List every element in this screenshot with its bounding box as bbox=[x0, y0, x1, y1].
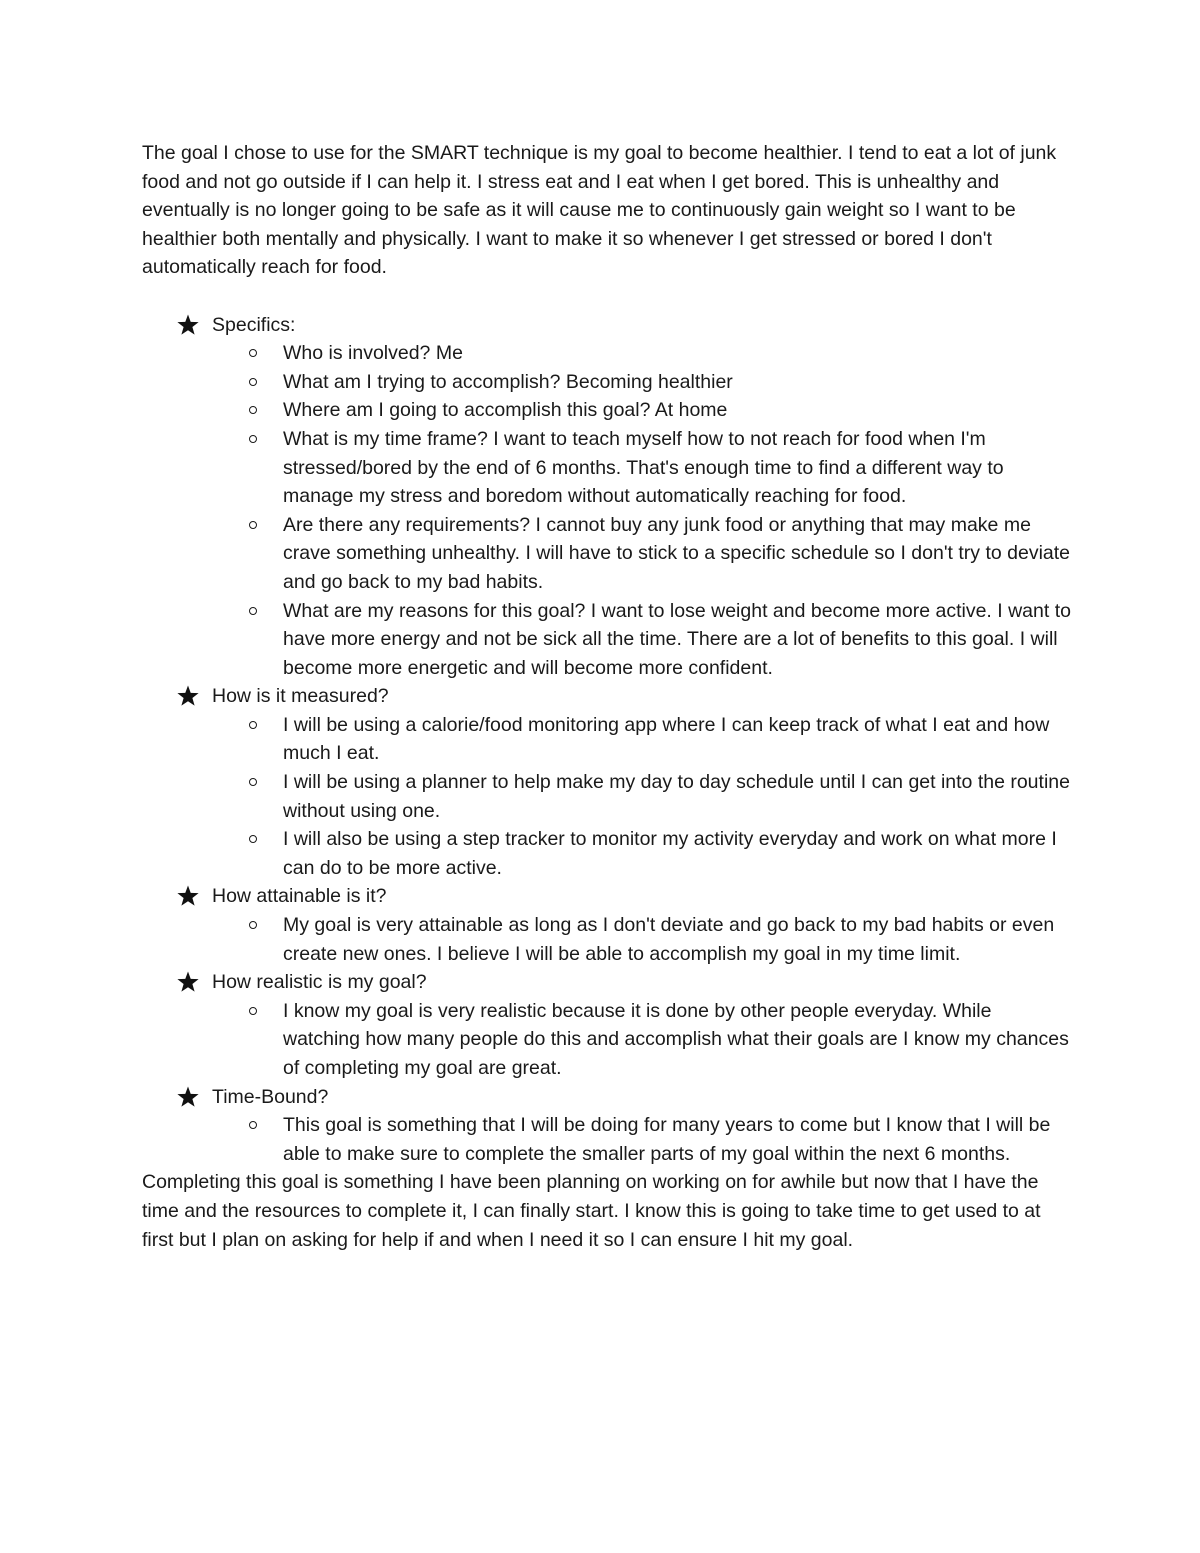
circle-bullet-icon bbox=[249, 1007, 257, 1015]
document-page bbox=[142, 139, 1072, 1254]
section-heading: How realistic is my goal? bbox=[212, 971, 427, 994]
sub-list bbox=[212, 711, 1072, 883]
smart-criteria-list bbox=[142, 311, 1072, 1169]
list-item-text: I will be using a planner to help make my day to day schedule until I can get into the routine without using one. bbox=[283, 771, 1070, 822]
list-item-text: My goal is very attainable as long as I don't deviate and go back to my bad habits or even create new ones. I believe I will be able to accomplish my goal in my time limit. bbox=[283, 914, 1055, 965]
section-realistic bbox=[142, 968, 1072, 1082]
sub-list bbox=[212, 911, 1072, 968]
sub-list bbox=[212, 997, 1072, 1083]
star-bullet-icon bbox=[176, 684, 200, 708]
list-item-text: Where am I going to accomplish this goal? At home bbox=[283, 399, 728, 422]
list-item bbox=[212, 425, 1072, 511]
list-item bbox=[212, 911, 1072, 968]
list-item-text: I know my goal is very realistic because it is done by other people everyday. While watching how many people do this and accomplish what their goals are I know my chances of completing my goal are great. bbox=[283, 999, 1069, 1079]
list-item-text: I will be using a calorie/food monitoring app where I can keep track of what I eat and how much I eat. bbox=[283, 713, 1050, 765]
list-item bbox=[212, 396, 1072, 425]
list-item bbox=[212, 768, 1072, 825]
list-item-text: What is my time frame? I want to teach myself how to not reach for food when I'm stressed/bored by the end of 6 months. That's enough time to find a different way to manage my stress and boredom without automatically reaching for food. bbox=[283, 427, 1004, 508]
section-heading: Time-Bound? bbox=[212, 1085, 329, 1108]
list-item-text: Are there any requirements? I cannot buy any junk food or anything that may make me crave something unhealthy. I will have to stick to a specific schedule so I don't try to deviate and go back to my bad habits. bbox=[283, 513, 1071, 593]
section-specifics bbox=[142, 311, 1072, 683]
circle-bullet-icon bbox=[249, 921, 257, 929]
star-bullet-icon bbox=[176, 1085, 200, 1109]
circle-bullet-icon bbox=[249, 378, 257, 386]
conclusion-paragraph: Completing this goal is something I have been planning on working on for awhile but now that I have the time and the resources to complete it, I can finally start. I know this is going to take time to get used to at first but I plan on asking for help if and when I need it so I can ensure I hit my goal. bbox=[142, 1171, 1041, 1251]
sub-list bbox=[212, 339, 1072, 682]
list-item bbox=[212, 368, 1072, 397]
section-heading: How is it measured? bbox=[212, 685, 389, 708]
list-item bbox=[212, 825, 1072, 882]
list-item-text: What are my reasons for this goal? I want to lose weight and become more active. I want to have more energy and not be sick all the time. There are a lot of benefits to this goal. I will become more energetic and will become more confident. bbox=[283, 599, 1071, 679]
section-time-bound bbox=[142, 1083, 1072, 1169]
sub-list bbox=[212, 1111, 1072, 1168]
section-heading: How attainable is it? bbox=[212, 885, 387, 908]
list-item bbox=[212, 511, 1072, 597]
list-item-text: I will also be using a step tracker to monitor my activity everyday and work on what more I can do to be more active. bbox=[283, 828, 1057, 879]
list-item-text: This goal is something that I will be doing for many years to come but I know that I will be able to make sure to complete the smaller parts of my goal within the next 6 months. bbox=[283, 1114, 1051, 1165]
circle-bullet-icon bbox=[249, 521, 257, 529]
star-bullet-icon bbox=[176, 970, 200, 994]
section-attainable bbox=[142, 882, 1072, 968]
list-item bbox=[212, 711, 1072, 768]
circle-bullet-icon bbox=[249, 835, 257, 843]
circle-bullet-icon bbox=[249, 349, 257, 357]
circle-bullet-icon bbox=[249, 721, 257, 729]
list-item bbox=[212, 597, 1072, 683]
list-item bbox=[212, 339, 1072, 368]
list-item bbox=[212, 1111, 1072, 1168]
star-bullet-icon bbox=[176, 313, 200, 337]
list-item bbox=[212, 997, 1072, 1083]
star-bullet-icon bbox=[176, 884, 200, 908]
circle-bullet-icon bbox=[249, 406, 257, 414]
list-item-text: What am I trying to accomplish? Becoming healthier bbox=[283, 370, 733, 393]
circle-bullet-icon bbox=[249, 607, 257, 615]
section-heading: Specifics: bbox=[212, 313, 296, 336]
section-measured bbox=[142, 682, 1072, 882]
list-item-text: Who is involved? Me bbox=[283, 342, 463, 365]
circle-bullet-icon bbox=[249, 435, 257, 443]
intro-paragraph: The goal I chose to use for the SMART technique is my goal to become healthier. I tend to eat a lot of junk food and not go outside if I can help it. I stress eat and I eat when I get bored. This is unhealthy and eventually is no longer going to be safe as it will cause me to continuously gain weight so I want to be healthier both mentally and physically. I want to make it so whenever I get stressed or bored I don't automatically reach for food. bbox=[142, 142, 1057, 279]
circle-bullet-icon bbox=[249, 1121, 257, 1129]
circle-bullet-icon bbox=[249, 778, 257, 786]
